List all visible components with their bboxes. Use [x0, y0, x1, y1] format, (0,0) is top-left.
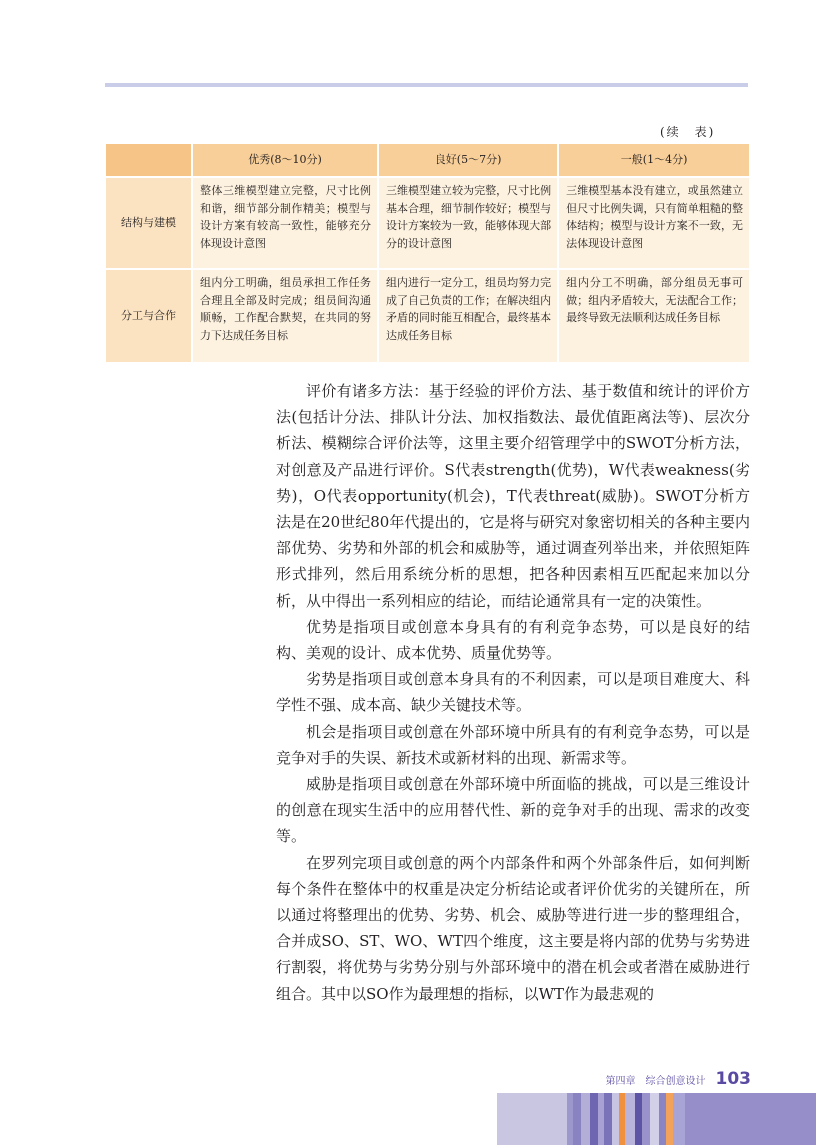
body-text — [276, 378, 750, 1007]
page-footer — [581, 1069, 751, 1089]
decorative-color-bars — [497, 1093, 816, 1145]
page-number: 103 — [715, 1069, 751, 1089]
paragraph: 威胁是指项目或创意在外部环境中所面临的挑战，可以是三维设计的创意在现实生活中的应用替代性、新的竞争对手的出现、需求的改变等。 — [276, 775, 750, 846]
paragraph: 在罗列完项目或创意的两个内部条件和两个外部条件后，如何判断每个条件在整体中的权重是决定分析结论或者评价优劣的关键所在，所以通过将整理出的优势、劣势、机会、威胁等进行进一步的整理组合，合并成SO、ST、WO、WT四个维度，这主要是将内部的优势与劣势进行割裂，将优势与劣势分别与外部环境中的潜在机会或者潜在威胁进行组合。其中以SO作为最理想的指标，以WT作为最悲观的 — [276, 853, 750, 1003]
table-header-corner — [106, 144, 191, 176]
paragraph: 评价有诸多方法：基于经验的评价方法、基于数值和统计的评价方法(包括计分法、排队计分法、加权指数法、最优值距离法等)、层次分析法、模糊综合评价法等，这里主要介绍管理学中的SWOT分析方法，对创意及产品进行评价。S代表strength(优势)，W代表weakness(劣势)，O代表opportunity(机会)，T代表threat(威胁)。SWOT分析方法是在20世纪80年代提出的，它是将与研究对象密切相关的各种主要内部优势、劣势和外部的机会和威胁等，通过调查列举出来，并依照矩阵形式排列，然后用系统分析的思想，把各种因素相互匹配起来加以分析，从中得出一系列相应的结论，而结论通常具有一定的决策性。 — [276, 382, 750, 610]
table-row — [106, 268, 749, 362]
table-cell: 三维模型建立较为完整，尺寸比例基本合理，细节制作较好；模型与设计方案较为一致，能够体现大部分的设计意图 — [377, 176, 557, 268]
top-rule — [105, 83, 748, 87]
table-cell: 组内进行一定分工，组员均努力完成了自己负责的工作；在解决组内矛盾的同时能互相配合，最终基本达成任务目标 — [377, 268, 557, 362]
table-header-good: 良好(5～7分) — [377, 144, 557, 176]
table-row — [106, 176, 749, 268]
evaluation-table — [106, 144, 749, 362]
row-label-teamwork: 分工与合作 — [106, 268, 191, 362]
table-cell: 组内分工明确，组员承担工作任务合理且全部及时完成；组员间沟通顺畅，工作配合默契，在共同的努力下达成任务目标 — [191, 268, 377, 362]
table-cell: 三维模型基本没有建立，或虽然建立但尺寸比例失调，只有简单粗糙的整体结构；模型与设计方案不一致，无法体现设计意图 — [557, 176, 749, 268]
paragraph: 机会是指项目或创意在外部环境中所具有的有利竞争态势，可以是竞争对手的失误、新技术或新材料的出现、新需求等。 — [276, 722, 750, 767]
chapter-title: 第四章 综合创意设计 — [605, 1076, 706, 1087]
table-header-fair: 一般(1～4分) — [557, 144, 749, 176]
paragraph: 劣势是指项目或创意本身具有的不利因素，可以是项目难度大、科学性不强、成本高、缺少关键技术等。 — [276, 670, 750, 715]
table-header-excellent: 优秀(8～10分) — [191, 144, 377, 176]
table-header-row — [106, 144, 749, 176]
table-cell: 组内分工不明确，部分组员无事可做；组内矛盾较大，无法配合工作；最终导致无法顺利达成任务目标 — [557, 268, 749, 362]
paragraph: 优势是指项目或创意本身具有的有利竞争态势，可以是良好的结构、美观的设计、成本优势、质量优势等。 — [276, 617, 750, 663]
continuation-label: (续 表) — [660, 125, 716, 139]
row-label-structure: 结构与建模 — [106, 176, 191, 268]
table-cell: 整体三维模型建立完整，尺寸比例和谐，细节部分制作精美；模型与设计方案有较高一致性，能够充分体现设计意图 — [191, 176, 377, 268]
